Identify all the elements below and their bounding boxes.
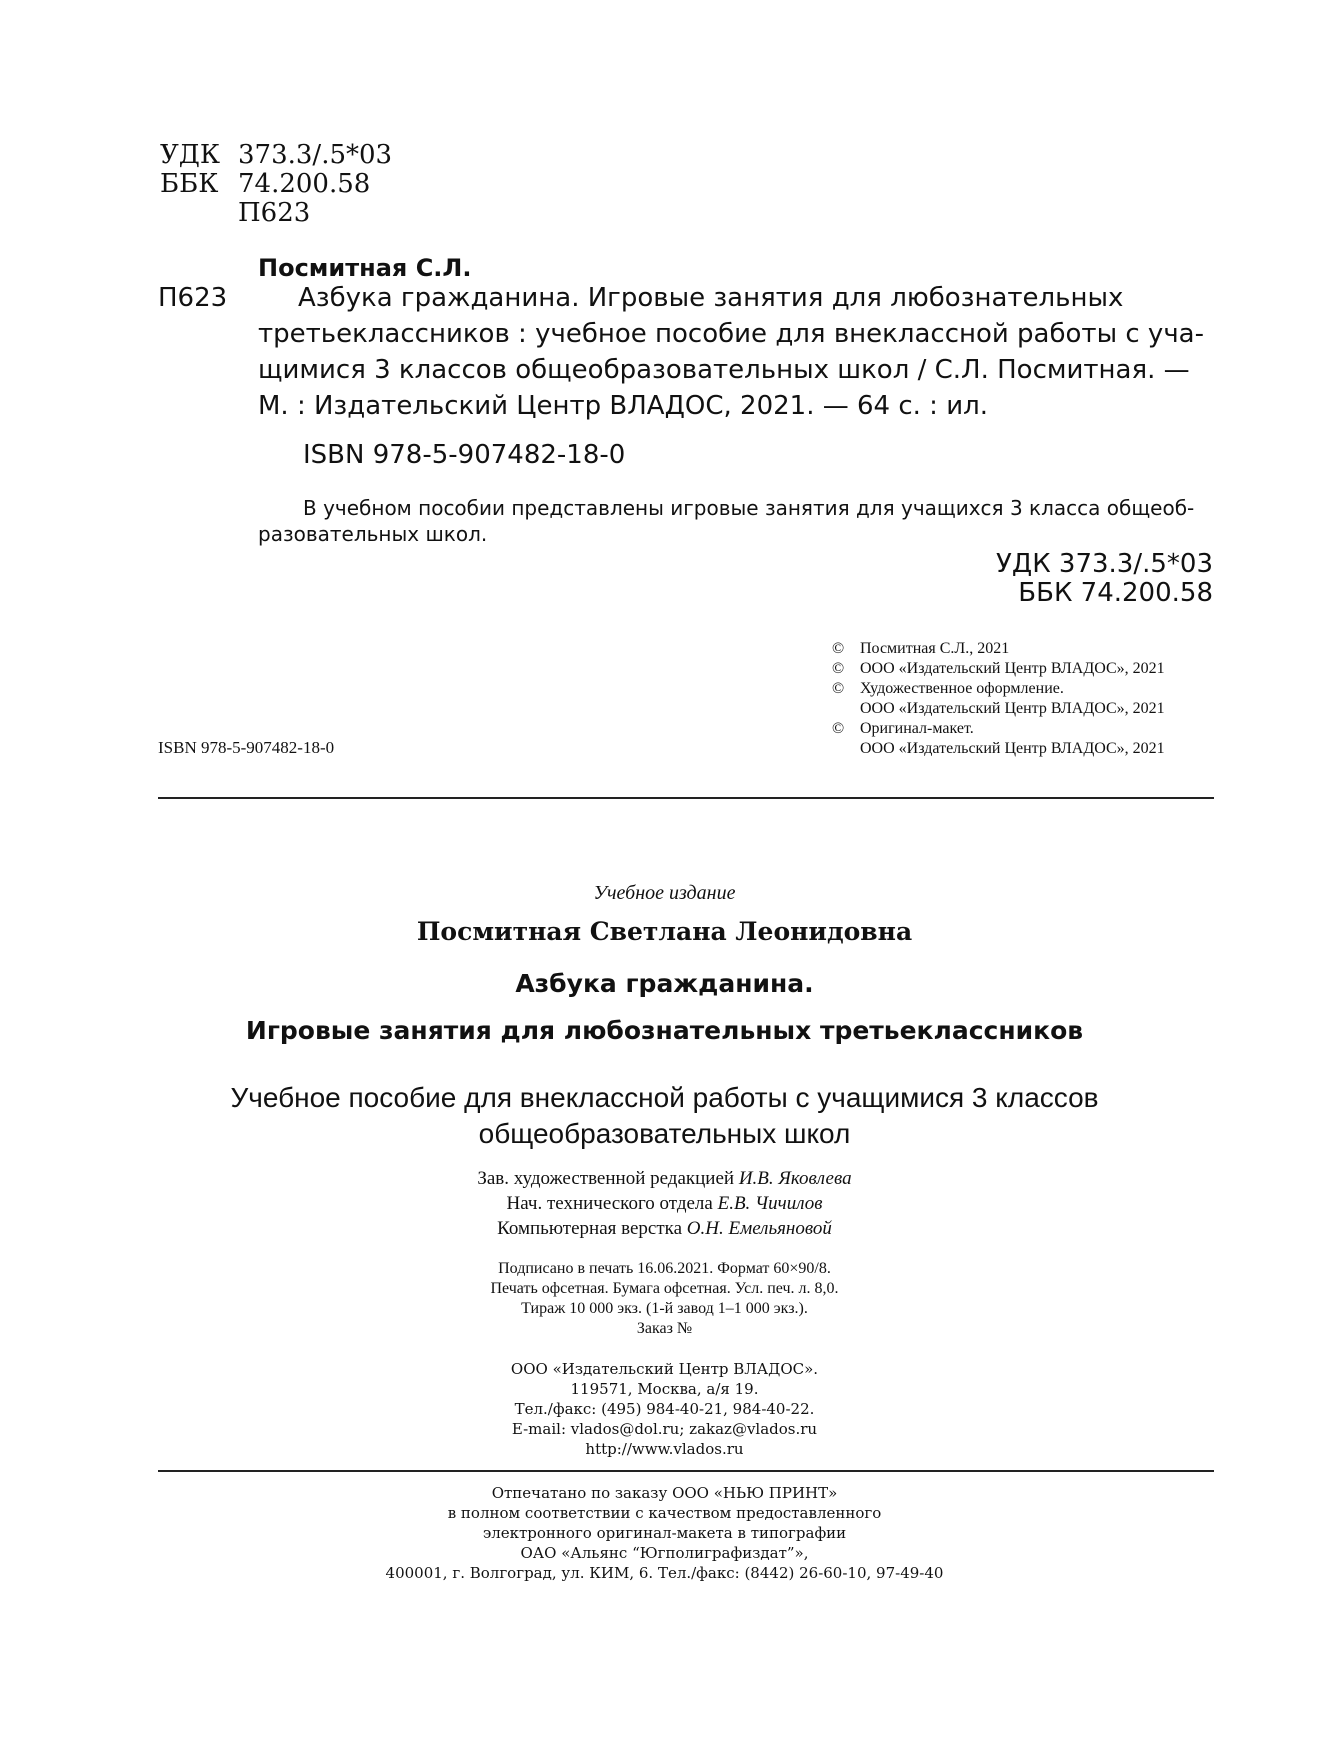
bbk-header bbox=[160, 169, 370, 199]
imprint-author: Посмитная Светлана Леонидовна bbox=[416, 917, 913, 946]
divider-bottom bbox=[158, 1470, 1214, 1472]
print-line1: Подписано в печать 16.06.2021. Формат 60×90/8. bbox=[498, 1260, 831, 1277]
printer-line2: в полном соответствии с качеством предоставленного bbox=[447, 1504, 882, 1522]
divider-top bbox=[158, 797, 1214, 799]
card-annotation-line1: В учебном пособии представлены игровые занятия для учащихся 3 класса общеоб- bbox=[303, 496, 1195, 520]
card-annotation-line2: разовательных школ. bbox=[258, 522, 488, 546]
printer-line5: 400001, г. Волгоград, ул. КИМ, 6. Тел./факс: (8442) 26-60-10, 97-49-40 bbox=[385, 1564, 944, 1582]
bbk-label: ББК bbox=[160, 169, 219, 199]
card-bbk: ББК 74.200.58 bbox=[1018, 578, 1213, 608]
printer-line3: электронного оригинал-макета в типографии bbox=[482, 1524, 847, 1542]
copyright-line3: © Художественное оформление. bbox=[832, 680, 1064, 697]
staff-role: Компьютерная верстка bbox=[497, 1218, 683, 1239]
card-description-line1: Азбука гражданина. Игровые занятия для любознательных bbox=[298, 283, 1124, 313]
copyright-symbol: © bbox=[832, 660, 845, 677]
copyright-symbol: © bbox=[832, 640, 845, 657]
card-description-line4: М. : Издательский Центр ВЛАДОС, 2021. — 64 с. : ил. bbox=[258, 391, 988, 421]
staff-role: Зав. художественной редакцией bbox=[477, 1168, 735, 1189]
staff-name: Е.В. Чичилов bbox=[717, 1193, 823, 1214]
imprint-subtitle-line1: Учебное пособие для внеклассной работы с учащимися 3 классов bbox=[230, 1082, 1099, 1113]
udk-header bbox=[160, 140, 392, 170]
copyright-isbn: ISBN 978-5-907482-18-0 bbox=[158, 738, 335, 757]
publisher-line1: ООО «Издательский Центр ВЛАДОС». bbox=[510, 1360, 819, 1378]
staff-line1 bbox=[0, 1168, 1329, 1190]
copyright-line2: © ООО «Издательский Центр ВЛАДОС», 2021 bbox=[832, 660, 1165, 677]
copyright-line1: © Посмитная С.Л., 2021 bbox=[832, 640, 1010, 657]
bbk-value: 74.200.58 bbox=[238, 169, 371, 199]
imprint-title-line1: Азбука гражданина. bbox=[515, 969, 814, 998]
staff-name: И.В. Яковлева bbox=[738, 1168, 852, 1189]
imprint-subtitle-line2: общеобразовательных школ bbox=[478, 1118, 851, 1149]
card-author: Посмитная С.Л. bbox=[258, 254, 472, 282]
printer-line4: ОАО «Альянс “Югполиграфиздат”», bbox=[520, 1544, 809, 1562]
staff-line2 bbox=[0, 1193, 1329, 1215]
publisher-line4: E-mail: vlados@dol.ru; zakaz@vlados.ru bbox=[511, 1420, 818, 1438]
udk-label: УДК bbox=[160, 140, 221, 170]
staff-line3 bbox=[0, 1218, 1329, 1240]
card-author-mark: П623 bbox=[158, 283, 228, 313]
publisher-line3: Тел./факс: (495) 984-40-21, 984-40-22. bbox=[514, 1400, 815, 1418]
udk-value: 373.3/.5*03 bbox=[238, 140, 393, 170]
imprint-title-line2: Игровые занятия для любознательных третьеклассников bbox=[245, 1016, 1084, 1045]
copyright-line4: ООО «Издательский Центр ВЛАДОС», 2021 bbox=[860, 700, 1165, 717]
staff-name: О.Н. Емельяновой bbox=[686, 1218, 832, 1239]
print-line2: Печать офсетная. Бумага офсетная. Усл. печ. л. 8,0. bbox=[490, 1280, 839, 1297]
printer-line1: Отпечатано по заказу ООО «НЬЮ ПРИНТ» bbox=[491, 1484, 838, 1502]
copyright-symbol: © bbox=[832, 680, 845, 697]
card-isbn: ISBN 978-5-907482-18-0 bbox=[303, 440, 626, 470]
publisher-line5: http://www.vlados.ru bbox=[585, 1440, 744, 1458]
copyright-line5: © Оригинал-макет. bbox=[832, 720, 974, 737]
edition-type: Учебное издание bbox=[593, 882, 736, 904]
author-mark-header: П623 bbox=[238, 198, 311, 228]
card-description-line3: щимися 3 классов общеобразовательных школ / С.Л. Посмитная. — bbox=[258, 355, 1190, 385]
card-udk: УДК 373.3/.5*03 bbox=[996, 549, 1213, 579]
publisher-line2: 119571, Москва, а/я 19. bbox=[570, 1380, 759, 1398]
staff-role: Нач. технического отдела bbox=[506, 1193, 713, 1214]
print-line3: Тираж 10 000 экз. (1-й завод 1–1 000 экз.). bbox=[521, 1300, 808, 1317]
copyright-symbol: © bbox=[832, 720, 845, 737]
print-line4: Заказ № bbox=[636, 1320, 693, 1337]
copyright-line6: ООО «Издательский Центр ВЛАДОС», 2021 bbox=[860, 740, 1165, 757]
card-description-line2: третьеклассников : учебное пособие для внеклассной работы с уча- bbox=[258, 319, 1204, 349]
